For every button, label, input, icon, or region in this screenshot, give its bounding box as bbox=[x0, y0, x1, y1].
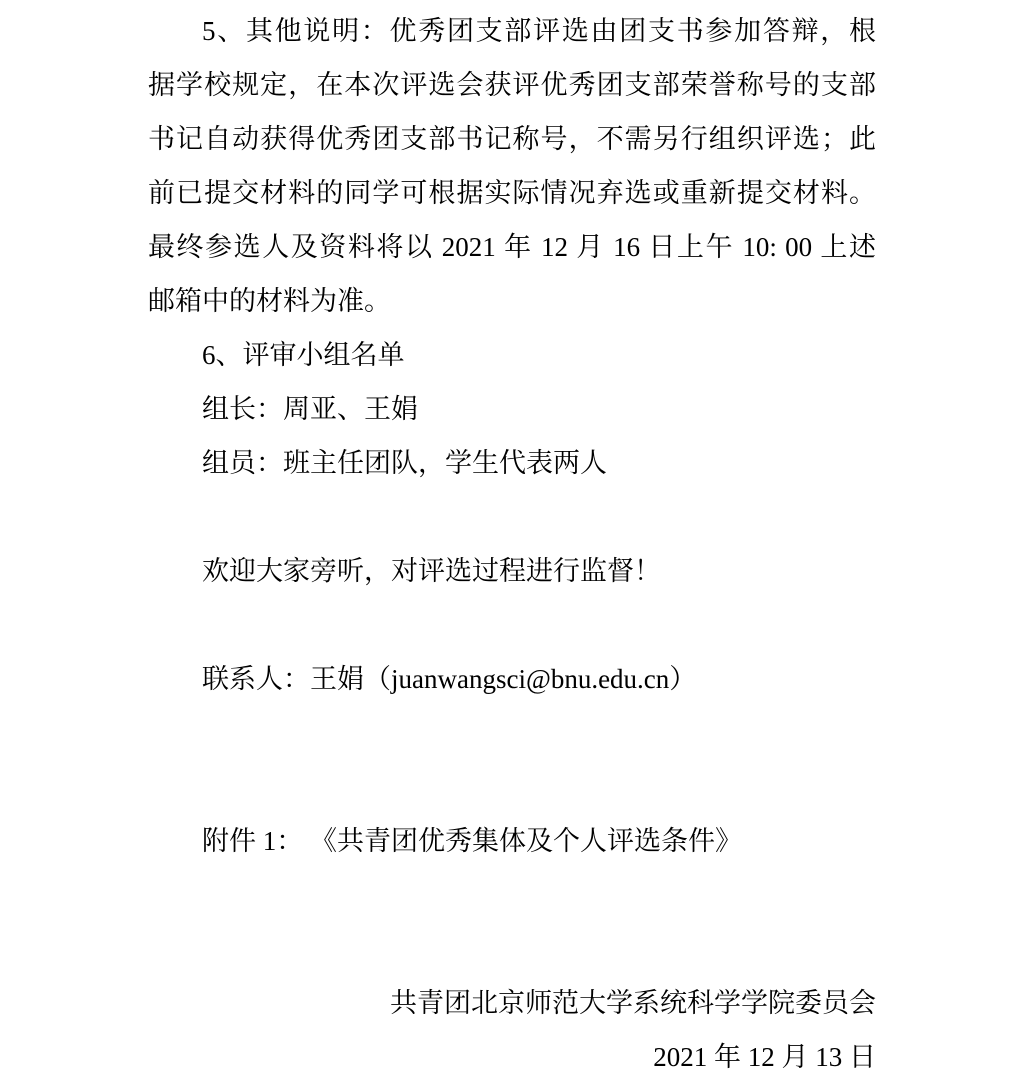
section-review-panel bbox=[148, 328, 876, 490]
review-panel-members: 组员：班主任团队，学生代表两人 bbox=[202, 448, 607, 478]
review-panel-heading: 6、评审小组名单 bbox=[202, 340, 405, 370]
other-notes-line-2: 据学校规定，在本次评选会获评优秀团支部荣誉称号的支部 bbox=[148, 70, 876, 100]
section-signature bbox=[148, 976, 876, 1084]
other-notes-line-1: 5、其他说明：优秀团支部评选由团支书参加答辩，根 bbox=[202, 16, 876, 46]
contact-email: juanwangsci@bnu.edu.cn bbox=[391, 664, 670, 694]
contact-suffix: ） bbox=[669, 664, 697, 694]
signature-date: 2021 年 12 月 13 日 bbox=[653, 1042, 876, 1072]
contact-prefix: 联系人：王娟（ bbox=[202, 664, 391, 694]
contact-line bbox=[148, 652, 876, 706]
other-notes-line-4: 前已提交材料的同学可根据实际情况弃选或重新提交材料。 bbox=[148, 178, 876, 208]
other-notes-line-3: 书记自动获得优秀团支部书记称号，不需另行组织评选；此 bbox=[148, 124, 876, 154]
review-panel-leader: 组长：周亚、王娟 bbox=[202, 394, 418, 424]
attachment-line: 附件 1： 《共青团优秀集体及个人评选条件》 bbox=[202, 826, 742, 856]
signature-organization: 共青团北京师范大学系统科学学院委员会 bbox=[390, 988, 876, 1018]
other-notes-line-6: 邮箱中的材料为准。 bbox=[148, 286, 391, 316]
welcome-line: 欢迎大家旁听，对评选过程进行监督！ bbox=[202, 556, 661, 586]
section-other-notes bbox=[148, 4, 876, 328]
other-notes-line-5: 最终参选人及资料将以 2021 年 12 月 16 日上午 10: 00 上述 bbox=[148, 232, 876, 262]
